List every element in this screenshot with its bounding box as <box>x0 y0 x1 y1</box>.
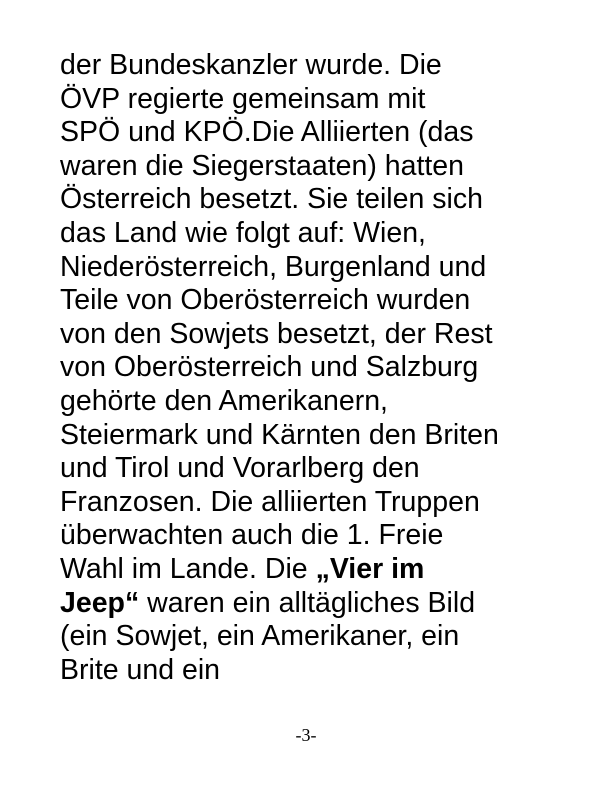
bold-phrase: Jeep“ <box>60 586 140 619</box>
text-line: der Bundeskanzler wurde. Die <box>60 49 442 81</box>
text-line: das Land wie folgt auf: Wien, <box>60 216 426 249</box>
text-line: von Oberösterreich und Salzburg <box>60 351 479 384</box>
text-line: waren die Siegerstaaten) hatten <box>60 149 465 182</box>
text-line: Österreich besetzt. Sie teilen sich <box>60 183 483 216</box>
text-line: Steiermark und Kärnten den Briten <box>60 418 499 451</box>
text-line <box>60 553 580 587</box>
text-line: Teile von Oberösterreich wurden <box>60 284 471 317</box>
text-line: (ein Sowjet, ein Amerikaner, ein <box>60 620 460 653</box>
text-line: Brite und ein <box>60 653 221 686</box>
text-line: Franzosen. Die alliierten Truppen <box>60 485 480 518</box>
text-line: SPÖ und KPÖ.Die Alliierten (das <box>60 116 474 149</box>
text-line: ÖVP regierte gemeinsam mit <box>60 82 426 115</box>
text-segment: Wahl im Lande. Die <box>60 552 316 585</box>
text-line: überwachten auch die 1. Freie <box>60 519 444 552</box>
page-number: -3- <box>295 725 317 745</box>
text-segment: waren ein alltägliches Bild <box>139 586 476 619</box>
text-line: von den Sowjets besetzt, der Rest <box>60 317 493 350</box>
bold-phrase: „Vier im <box>315 552 425 585</box>
text-line <box>60 587 580 621</box>
body-text <box>60 49 580 687</box>
text-line: gehörte den Amerikanern, <box>60 384 388 417</box>
text-line: und Tirol und Vorarlberg den <box>60 452 420 485</box>
text-line: Niederösterreich, Burgenland und <box>60 250 487 283</box>
